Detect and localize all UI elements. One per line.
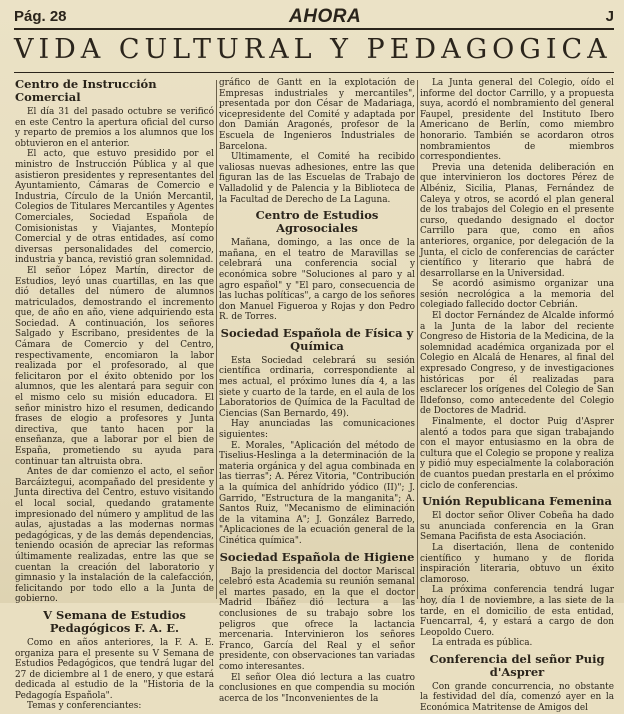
column-3 — [420, 78, 614, 714]
article-paragraph: El día 31 del pasado octubre se verificó en este Centro la apertura oficial del curso y reparto de premios a los alumnos que los obtuvieron en el anterior. — [15, 107, 214, 149]
article-paragraph: El doctor Fernández de Alcalde informó a la Junta de la labor del reciente Congreso de Historia de la Medicina, de la solemnidad académica organizada por el Colegio en Alcalá de Henares, al final del expresado Congreso, y de investigaciones históricas por él realizadas para esclarecer los orígenes del Colegio de San Ildefonso, como antecedente del Colegio de Doctores de Madrid. — [420, 311, 614, 417]
article-paragraph: Ultimamente, el Comité ha recibido valiosas nuevas adhesiones, entre las que figuran las de las Escuelas de Trabajo de Valladolid y de Palencia y la Biblioteca de la Facultad de Derecho de La Laguna. — [219, 152, 415, 205]
article-paragraph: Previa una detenida deliberación en que intervinieron los doctores Pérez de Albéniz, Sicilia, Planas, Fernández de Caleya y otros, se acordó el plan general de los trabajos del Colegio en el presente curso, quedando designado el doctor Carrillo para que, como en años anteriores, organice, por delegación de la Junta, el ciclo de conferencias de carácter científico y literario que habrá de desarrollarse en la Universidad. — [420, 162, 614, 279]
article-paragraph: Bajo la presidencia del doctor Mariscal celebró esta Academia su reunión semanal el martes pasado, en la que el doctor Madrid Ibáñez dió lectura a las conclusiones de su trabajo sobre los peligros que ofrece la lactancia mercenaria. Intervinieron los señores Franco, García del Real y el señor presidente, con observaciones tan variadas como interesantes. — [219, 566, 415, 672]
article-paragraph: Hay anunciadas las comunicaciones siguientes: — [219, 419, 415, 441]
article-paragraph: Esta Sociedad celebrará su sesión científica ordinaria, correspondiente al mes actual, el próximo lunes día 4, a las siete y cuarto de la tarde, en el aula de los Laboratorios de Química de la Facultad de Ciencias (San Bernardo, 49). — [219, 355, 415, 419]
column-2 — [219, 78, 415, 704]
article-heading: Sociedad Española de Física y Química — [220, 325, 414, 353]
article-paragraph: Se acordó asimismo organizar una sesión necrológica a la memoria del colegiado fallecido doctor Cebrián. — [420, 279, 614, 311]
article-paragraph: El señor López Martín, director de Estudios, leyó unas cuartillas, en las que dió detalles del número de alumnos matriculados, demostrando el incremento que, de año en año, viene adquiriendo esta Sociedad. A continuación, los señores Salgado y Escribano, presidentes de la Cámara de Comercio y del Centro, respectivamente, encomiaron la labor realizada por el profesorado, al que felicitaron por el éxito obtenido por los alumnos, que les alentará para seguir con el mismo celo su misión educadora. El señor ministro hizo el resumen, dedicando frases de elogio a profesores y Junta directiva, que tanto hacen por la enseñanza, que a laborar por el bien de España, prometiendo su ayuda para continuar tan altruista obra. — [15, 265, 214, 467]
article-paragraph: La disertación, llena de contenido científico y humano y de florida inspiración literaria, obtuvo un éxito clamoroso. — [420, 542, 614, 585]
title-rule — [14, 72, 614, 73]
column-1 — [15, 77, 214, 712]
article-paragraph: Con grande concurrencia, no obstante la festividad del día, comenzó ayer en la Económica Matritense de Amigos del — [420, 681, 614, 714]
article-paragraph: Mañana, domingo, a las once de la mañana, en el teatro de Maravillas se celebrará una conferencia social y económica sobre "Soluciones al paro y al agro español" y "El paro, consecuencia de las luchas políticas", a cargo de los señores don Manuel Figueroa y Rojas y don Pedro R. de Torres. — [219, 238, 415, 323]
article-paragraph: Temas y conferenciantes: — [27, 701, 142, 712]
article-heading: Unión Republicana Femenina — [422, 494, 612, 509]
article-paragraph: El acto, que estuvo presidido por el ministro de Instrucción Pública y al que asistieron presidentes y representantes del Ayuntamiento, Cámaras de Comercio e Industria, Círculo de la Unión Mercantil, Colegios de Titulares Mercantiles y Agentes Comerciales, Sociedad Española de Comisionistas y Viajantes, Montepío Comercial y de otras entidades, así como diversas personalidades del comercio, industria y banca, revistió gran solemnidad. — [15, 149, 214, 266]
page-number: Pág. 28 — [14, 8, 67, 25]
header-rule — [14, 28, 614, 30]
article-heading: Centro de Estudios Agrosociales — [255, 208, 379, 236]
header-date: J — [605, 8, 614, 25]
article-paragraph: Antes de dar comienzo el acto, el señor Barcáiztegui, acompañado del presidente y Junta directiva del Centro, estuvo visitando el local social, quedando gratamente impresionado del número y amplitud de las aulas, ajustadas a las modernas normas pedagógicas, y de las demás dependencias, teniendo ocasión de apreciar las reformas últimamente realizadas, entre las que se cuentan la creación del laboratorio y gimnasio y la instalación de la calefacción, felicitando por todo ello a la Junta de gobierno. — [15, 467, 214, 605]
article-heading: Conferencia del señor Puig d'Asprer — [429, 651, 605, 679]
article-paragraph: Finalmente, el doctor Puig d'Asprer alentó a todos para que sigan trabajando con el mayor entusiasmo en la obra de cultura que el Colegio se propone y realiza y pidió muy especialmente la colaboración de cuantos puedan prestarla en el próximo ciclo de conferencias. — [420, 417, 614, 491]
article-paragraph: La próxima conferencia tendrá lugar hoy, día 1 de noviembre, a las siete de la tarde, en el domicilio de esta entidad, Fuencarral, 4, y estará a cargo de don Leopoldo Cuero. — [420, 585, 614, 638]
masthead: AHORA — [289, 6, 362, 27]
article-paragraph: La entrada es pública. — [432, 638, 533, 649]
article-heading: Centro de Instrucción Comercial — [15, 77, 157, 104]
article-heading: V Semana de Estudios Pedagógicos F. A. E. — [43, 607, 186, 635]
column-divider — [216, 80, 217, 599]
article-paragraph: La Junta general del Colegio, oído el informe del doctor Carrillo, y a propuesta suya, acordó el nombramiento del general Faupel, presidente del Instituto Ibero Americano de Berlín, como miembro honorario. También se acordaron otros nombramientos de miembros correspondientes. — [420, 78, 614, 163]
article-paragraph: El señor Olea dió lectura a las cuatro conclusiones en que compendia su moción acerca de los "Inconvenientes de la — [219, 672, 415, 704]
section-title: VIDA CULTURAL Y PEDAGOGICA — [14, 34, 612, 65]
column-divider — [417, 80, 418, 599]
page-header — [14, 8, 614, 28]
article-paragraph: gráfico de Gantt en la explotación de Empresas industriales y mercantiles", presentada por don César de Madariaga, vicepresidente del Comité y adaptada por don Damián Aragonés, profesor de la Escuela de Ingenieros Industriales de Barcelona. — [219, 78, 415, 152]
article-paragraph: E. Morales, "Aplicación del método de Tiselius-Heslinga a la determinación de la materia orgánica y del agua combinada en las tierras"; A. Pérez Vitoria, "Contribución a la química del anhídrido yódico (II)"; J. Garrido, "Estructura de la manganita"; A. Santos Ruiz, "Mecanismo de eliminación de la vitamina A"; J. González Barredo, "Aplicaciones de la ecuación general de la Cinética química". — [219, 440, 415, 546]
article-heading: Sociedad Española de Higiene — [219, 549, 415, 564]
article-paragraph: El doctor señor Oliver Cobeña ha dado su anunciada conferencia en la Gran Semana Pacifista de esta Asociación. — [420, 511, 614, 543]
article-paragraph: Como en años anteriores, la F. A. E. organiza para el presente su V Semana de Estudios Pedagógicos, que tendrá lugar del 27 de diciembre al 1 de enero, y que estará dedicada al estudio de la "Historia de la Pedagogía Española". — [15, 637, 214, 701]
